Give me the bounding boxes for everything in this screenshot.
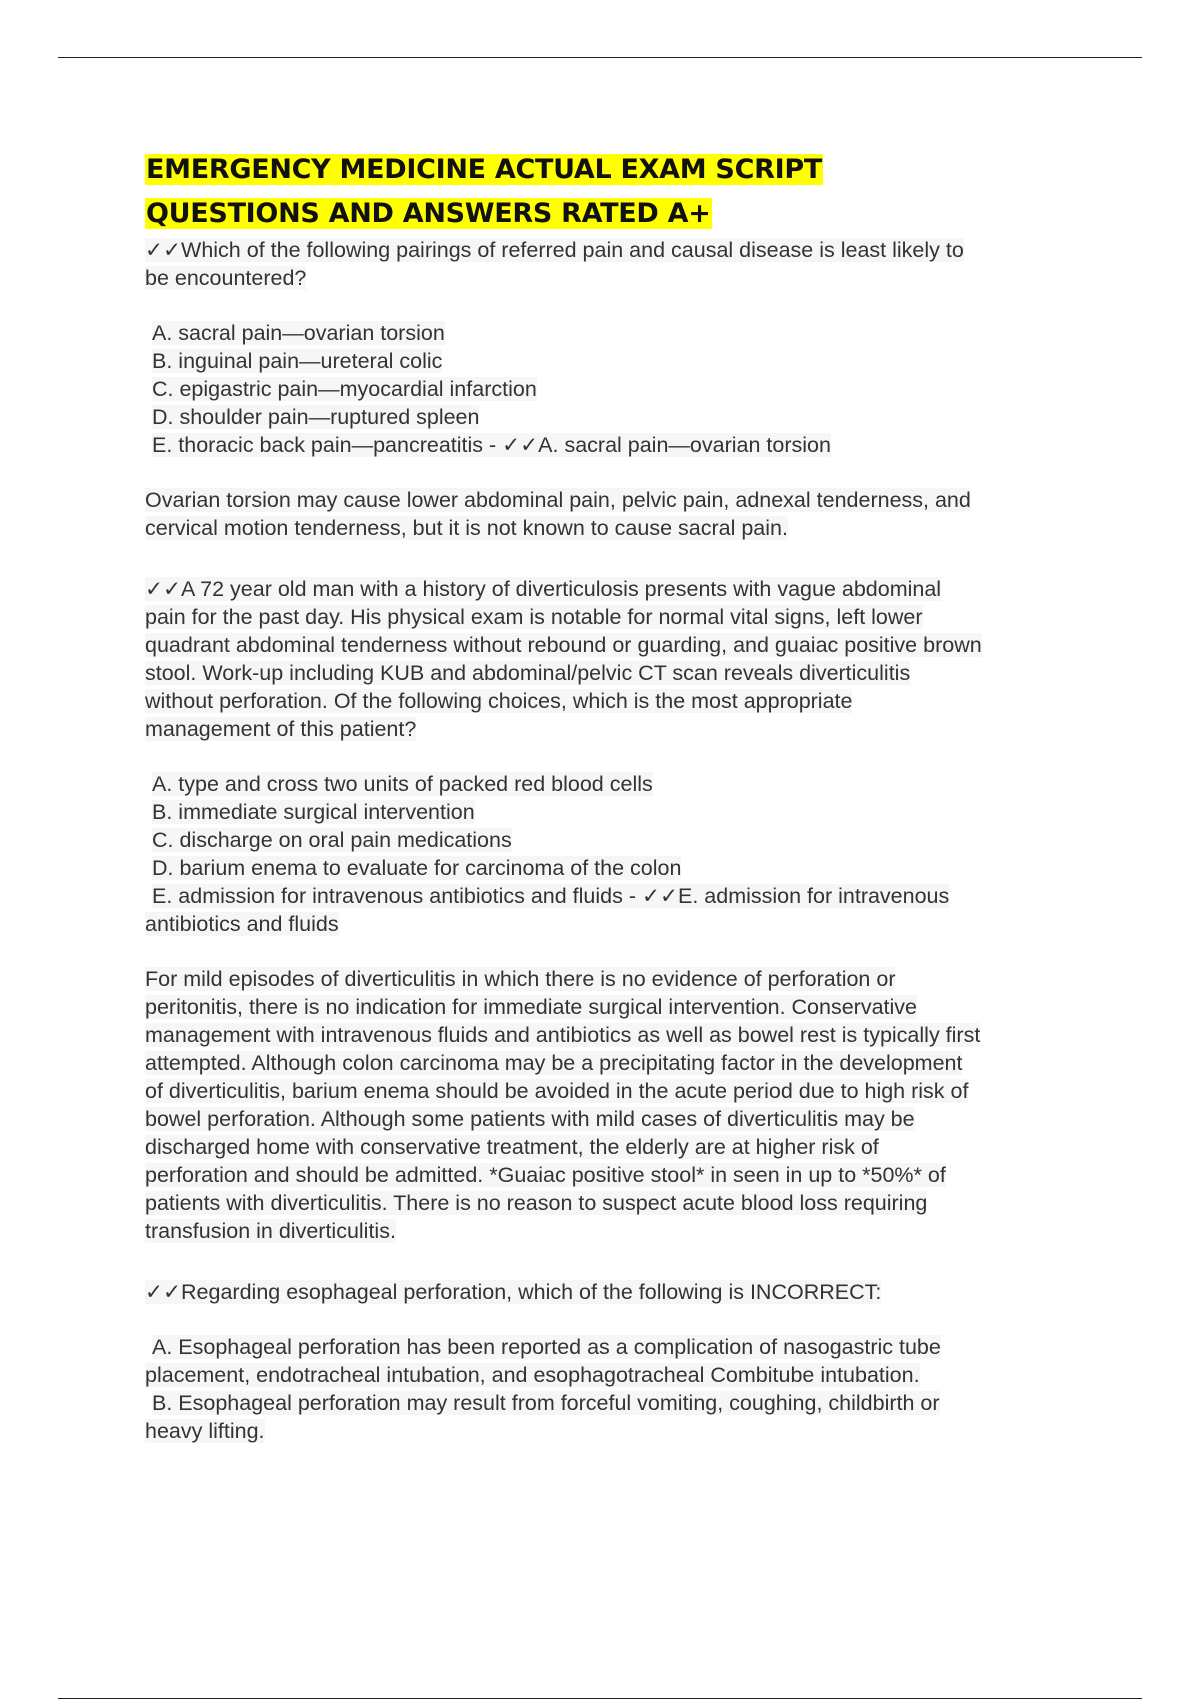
question-2-option-b: B. immediate surgical intervention [152, 800, 475, 824]
question-3-option-b-line-1: B. Esophageal perforation may result from forceful vomiting, coughing, childbirth or [152, 1391, 940, 1415]
question-2-explanation-line-2: peritonitis, there is no indication for immediate surgical intervention. Conservative [145, 995, 917, 1019]
question-3-option-a-line-2: placement, endotracheal intubation, and esophagotracheal Combitube intubation. [145, 1363, 920, 1387]
question-2-explanation-line-5: of diverticulitis, barium enema should be avoided in the acute period due to high risk of [145, 1079, 969, 1103]
question-2-option-a: A. type and cross two units of packed red blood cells [152, 772, 653, 796]
question-3 [145, 1278, 1100, 1445]
question-2-explanation-line-8: perforation and should be admitted. *Guaiac positive stool* in seen in up to *50%* of [145, 1163, 946, 1187]
question-2-option-c: C. discharge on oral pain medications [152, 828, 512, 852]
question-2-explanation-line-10: transfusion in diverticulitis. [145, 1219, 396, 1243]
question-1-option-c: C. epigastric pain—myocardial infarction [152, 377, 537, 401]
title-line-2: QUESTIONS AND ANSWERS RATED A+ [146, 198, 711, 229]
question-1-explanation-line-2: cervical motion tenderness, but it is not known to cause sacral pain. [145, 516, 788, 540]
question-2-text-line-6: management of this patient? [145, 717, 417, 741]
question-2-option-e-answer: E. admission for intravenous antibiotics and fluids - ✓✓E. admission for intravenous [152, 884, 950, 908]
question-1-text-line-2: be encountered? [145, 266, 307, 290]
question-1-option-e-answer: E. thoracic back pain—pancreatitis - ✓✓A. sacral pain—ovarian torsion [152, 433, 831, 457]
question-1-option-a: A. sacral pain—ovarian torsion [152, 321, 445, 345]
question-2-option-d: D. barium enema to evaluate for carcinoma of the colon [152, 856, 682, 880]
document-body [145, 148, 1100, 1445]
question-1-explanation [145, 486, 1100, 542]
question-2-option-e-answer-continued: antibiotics and fluids [145, 912, 339, 936]
header-rule [58, 57, 1142, 58]
question-1-explanation-line-1: Ovarian torsion may cause lower abdominal pain, pelvic pain, adnexal tenderness, and [145, 488, 971, 512]
question-2-explanation-line-3: management with intravenous fluids and antibiotics as well as bowel rest is typically first [145, 1023, 981, 1047]
question-2-options [145, 770, 1100, 938]
question-1-options [145, 319, 1100, 459]
question-1 [145, 236, 1100, 542]
footer-rule [58, 1698, 1142, 1699]
question-2-explanation-line-4: attempted. Although colon carcinoma may be a precipitating factor in the development [145, 1051, 963, 1075]
question-2 [145, 575, 1100, 1245]
question-2-text-line-3: quadrant abdominal tenderness without rebound or guarding, and guaiac positive brown [145, 633, 982, 657]
question-1-option-d: D. shoulder pain—ruptured spleen [152, 405, 480, 429]
question-3-text: ✓✓Regarding esophageal perforation, which of the following is INCORRECT: [145, 1280, 882, 1304]
question-2-text-line-2: pain for the past day. His physical exam is notable for normal vital signs, left lower [145, 605, 923, 629]
question-2-explanation-line-7: discharged home with conservative treatment, the elderly are at higher risk of [145, 1135, 879, 1159]
title-line-1: EMERGENCY MEDICINE ACTUAL EXAM SCRIPT [146, 154, 822, 185]
question-2-text-line-5: without perforation. Of the following choices, which is the most appropriate [145, 689, 853, 713]
question-1-option-b: B. inguinal pain—ureteral colic [152, 349, 443, 373]
document-title [145, 148, 1100, 236]
question-2-explanation-line-1: For mild episodes of diverticulitis in which there is no evidence of perforation or [145, 967, 896, 991]
question-1-text-line-1: ✓✓Which of the following pairings of referred pain and causal disease is least likely to [145, 238, 964, 262]
question-2-explanation-line-6: bowel perforation. Although some patients with mild cases of diverticulitis may be [145, 1107, 915, 1131]
question-2-text-line-1: ✓✓A 72 year old man with a history of diverticulosis presents with vague abdominal [145, 577, 942, 601]
question-3-options [145, 1333, 1100, 1445]
question-3-option-b-line-2: heavy lifting. [145, 1419, 265, 1443]
question-3-option-a-line-1: A. Esophageal perforation has been reported as a complication of nasogastric tube [152, 1335, 941, 1359]
question-2-explanation [145, 965, 1100, 1245]
question-2-text-line-4: stool. Work-up including KUB and abdominal/pelvic CT scan reveals diverticulitis [145, 661, 911, 685]
question-2-explanation-line-9: patients with diverticulitis. There is no reason to suspect acute blood loss requiring [145, 1191, 928, 1215]
